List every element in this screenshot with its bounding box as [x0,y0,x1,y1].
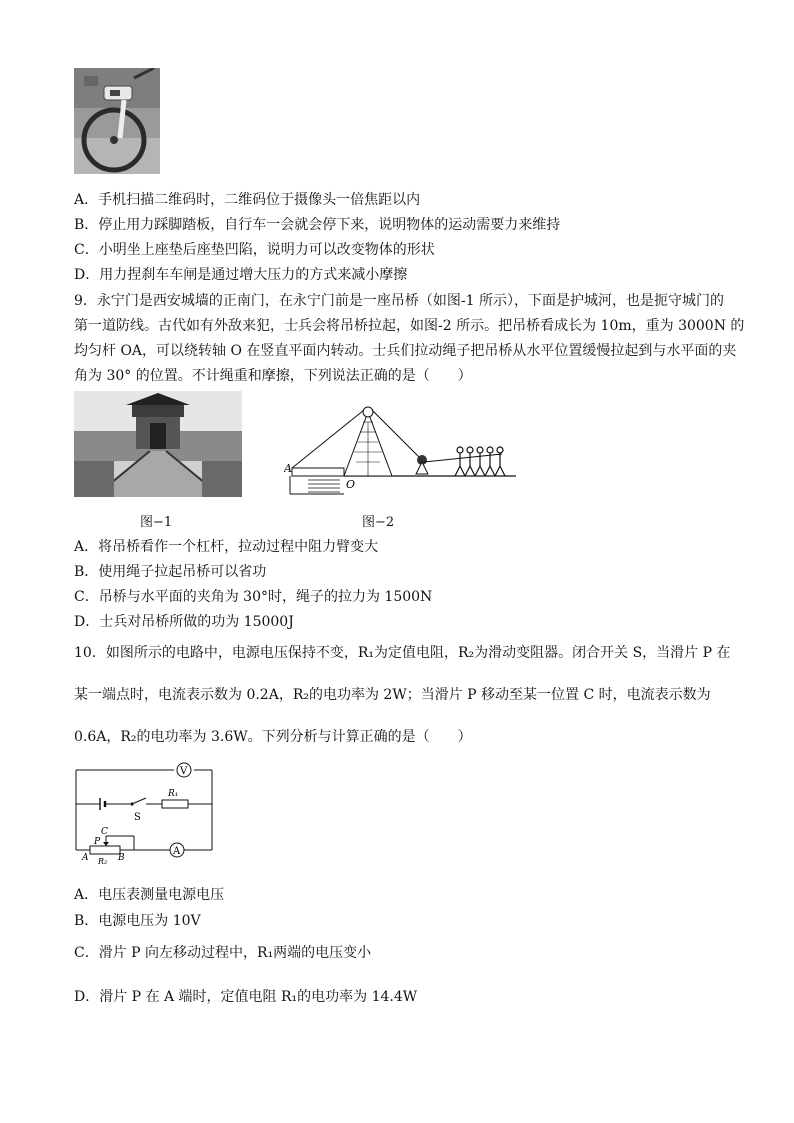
resistor-r1 [162,800,188,808]
rheostat-r2 [90,846,120,854]
q10-stem-line-1: 10．如图所示的电路中，电源电压保持不变，R₁为定值电阻，R₂为滑动变阻器。闭合开关 S，当滑片 P 在 [74,645,731,661]
svg-text:B: B [118,853,125,863]
svg-text:P: P [94,837,101,847]
q10-option-b: B．电源电压为 10V [74,913,201,929]
q9-option-b: B．使用绳子拉起吊桥可以省功 [74,564,267,580]
fig2-caption: 图−2 [362,515,395,530]
q9-stem-line-4: 角为 30° 的位置。不计绳重和摩擦，下列说法正确的是（ ） [74,368,472,384]
svg-text:R₂: R₂ [98,857,108,866]
q10-option-a: A．电压表测量电源电压 [74,887,225,903]
circuit-diagram [70,762,220,866]
svg-text:A: A [82,853,89,863]
q9-stem-line-1: 9．永宁门是西安城墙的正南门，在永宁门前是一座吊桥（如图-1 所示），下面是护城河，也是扼守城门的 [74,293,724,309]
q10-stem-line-2: 某一端点时，电流表示数为 0.2A，R₂的电功率为 2W；当滑片 P 移动至某一位置 C 时，电流表示数为 [74,687,711,703]
q8-option-d: D．用力捏刹车车闸是通过增大压力的方式来减小摩擦 [74,267,408,283]
svg-text:C: C [101,827,108,837]
q9-stem-line-3: 均匀杆 OA，可以绕转轴 O 在竖直平面内转动。士兵们拉动绳子把吊桥从水平位置缓慢拉起到与水平面的夹 [74,343,737,359]
q10-option-c: C．滑片 P 向左移动过程中，R₁两端的电压变小 [74,945,372,961]
svg-text:S: S [134,812,141,823]
svg-text:R₁: R₁ [168,789,179,799]
q9-option-a: A．将吊桥看作一个杠杆，拉动过程中阻力臂变大 [74,539,379,555]
fig1-caption: 图−1 [140,515,173,530]
label-a: A [284,462,292,475]
drawbridge-diagram [284,398,516,508]
q8-option-b: B．停止用力踩脚踏板，自行车一会就会停下来，说明物体的运动需要力来维持 [74,217,561,233]
q8-option-a: A．手机扫描二维码时，二维码位于摄像头一倍焦距以内 [74,192,421,208]
svg-text:V: V [180,766,188,777]
slider-p [103,842,109,846]
svg-text:A: A [173,846,181,857]
q8-option-c: C．小明坐上座垫后座垫凹陷，说明力可以改变物体的形状 [74,242,435,258]
yongning-gate-photo [74,391,242,497]
q9-stem-line-2: 第一道防线。古代如有外敌来犯，士兵会将吊桥拉起，如图-2 所示。把吊桥看成长为 10m，重为 3000N 的 [74,318,745,334]
bicycle-photo [74,68,160,174]
q10-option-d: D．滑片 P 在 A 端时，定值电阻 R₁的电功率为 14.4W [74,989,418,1005]
label-o: O [346,478,356,491]
q10-stem-line-3: 0.6A，R₂的电功率为 3.6W。下列分析与计算正确的是（ ） [74,729,472,745]
q9-option-d: D．士兵对吊桥所做的功为 15000J [74,614,294,630]
q9-option-c: C．吊桥与水平面的夹角为 30°时，绳子的拉力为 1500N [74,589,433,605]
